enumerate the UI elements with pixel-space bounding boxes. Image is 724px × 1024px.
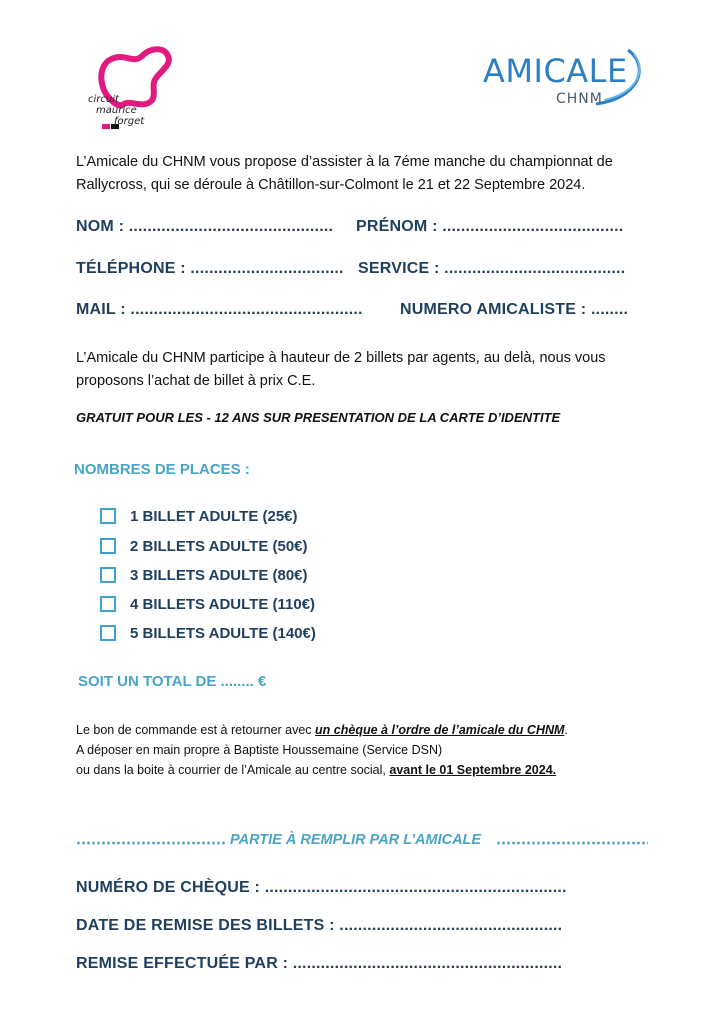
- amicale-logo-word: AMICALE: [483, 52, 628, 90]
- intro-line: Rallycross, qui se déroule à Châtillon-sur-Colmont le 21 et 22 Septembre 2024.: [76, 177, 586, 193]
- return-instructions: [76, 720, 568, 780]
- option-label: 1 BILLET ADULTE (25€): [130, 507, 298, 525]
- date-remise-field[interactable]: DATE DE REMISE DES BILLETS : ................................................: [76, 917, 563, 934]
- circuit-word: circuit: [88, 94, 119, 105]
- checkbox[interactable]: [100, 508, 116, 524]
- numero-amicaliste-field[interactable]: NUMERO AMICALISTE : ........: [400, 301, 629, 318]
- intro-paragraph: [76, 151, 613, 197]
- circuit-logo-text: [88, 94, 178, 127]
- option-5-billets[interactable]: [100, 621, 316, 645]
- checkbox[interactable]: [100, 538, 116, 554]
- prenom-field[interactable]: PRÉNOM : .......................................: [356, 218, 624, 235]
- telephone-field[interactable]: TÉLÉPHONE : .................................: [76, 260, 344, 277]
- return-text: ou dans la boite à courrier de l’Amicale au centre social,: [76, 763, 390, 777]
- mail-field[interactable]: MAIL : ..................................................: [76, 301, 363, 318]
- cheque-instruction: un chèque à l’ordre de l’amicale du CHNM: [315, 723, 565, 737]
- checkbox[interactable]: [100, 596, 116, 612]
- nom-field[interactable]: NOM : ............................................: [76, 218, 334, 235]
- dotted-divider-left: [76, 841, 226, 845]
- service-field[interactable]: SERVICE : .......................................: [358, 260, 626, 277]
- option-label: 4 BILLETS ADULTE (110€): [130, 595, 316, 613]
- checkbox[interactable]: [100, 567, 116, 583]
- maurice-word: maurice: [96, 105, 137, 116]
- option-label: 5 BILLETS ADULTE (140€): [130, 624, 316, 642]
- total-field[interactable]: SOIT UN TOTAL DE ........ €: [78, 673, 267, 690]
- numero-cheque-field[interactable]: NUMÉRO DE CHÈQUE : .................................................................: [76, 879, 567, 896]
- participation-line: L’Amicale du CHNM participe à hauteur de 2 billets par agents, au delà, nous vous: [76, 350, 606, 366]
- checkbox[interactable]: [100, 625, 116, 641]
- return-line-3: [76, 760, 568, 780]
- return-line-1: [76, 720, 568, 740]
- dotted-divider-right: [496, 841, 648, 845]
- intro-line: L’Amicale du CHNM vous propose d’assister à la 7éme manche du championnat de: [76, 154, 613, 170]
- option-1-billet[interactable]: [100, 504, 298, 528]
- return-text: Le bon de commande est à retourner avec: [76, 723, 316, 737]
- forget-word: forget: [114, 116, 145, 127]
- return-line-2: A déposer en main propre à Baptiste Houssemaine (Service DSN): [76, 743, 443, 757]
- amicale-section-title: PARTIE À REMPLIR PAR L’AMICALE: [230, 832, 482, 848]
- option-4-billets[interactable]: [100, 592, 315, 616]
- option-3-billets[interactable]: [100, 563, 308, 587]
- return-text: .: [564, 723, 568, 737]
- deadline: avant le 01 Septembre 2024.: [389, 763, 557, 777]
- option-label: 2 BILLETS ADULTE (50€): [130, 537, 308, 555]
- places-title: NOMBRES DE PLACES :: [74, 461, 250, 478]
- option-label: 3 BILLETS ADULTE (80€): [130, 566, 308, 584]
- participation-paragraph: [76, 347, 606, 393]
- remise-effectuee-field[interactable]: REMISE EFFECTUÉE PAR : ..........................................................: [76, 955, 563, 972]
- chnm-logo-word: CHNM: [556, 91, 603, 107]
- option-2-billets[interactable]: [100, 534, 308, 558]
- participation-line: proposons l’achat de billet à prix C.E.: [76, 373, 316, 389]
- free-under-12-note: GRATUIT POUR LES - 12 ANS SUR PRESENTATION DE LA CARTE D’IDENTITE: [76, 410, 561, 425]
